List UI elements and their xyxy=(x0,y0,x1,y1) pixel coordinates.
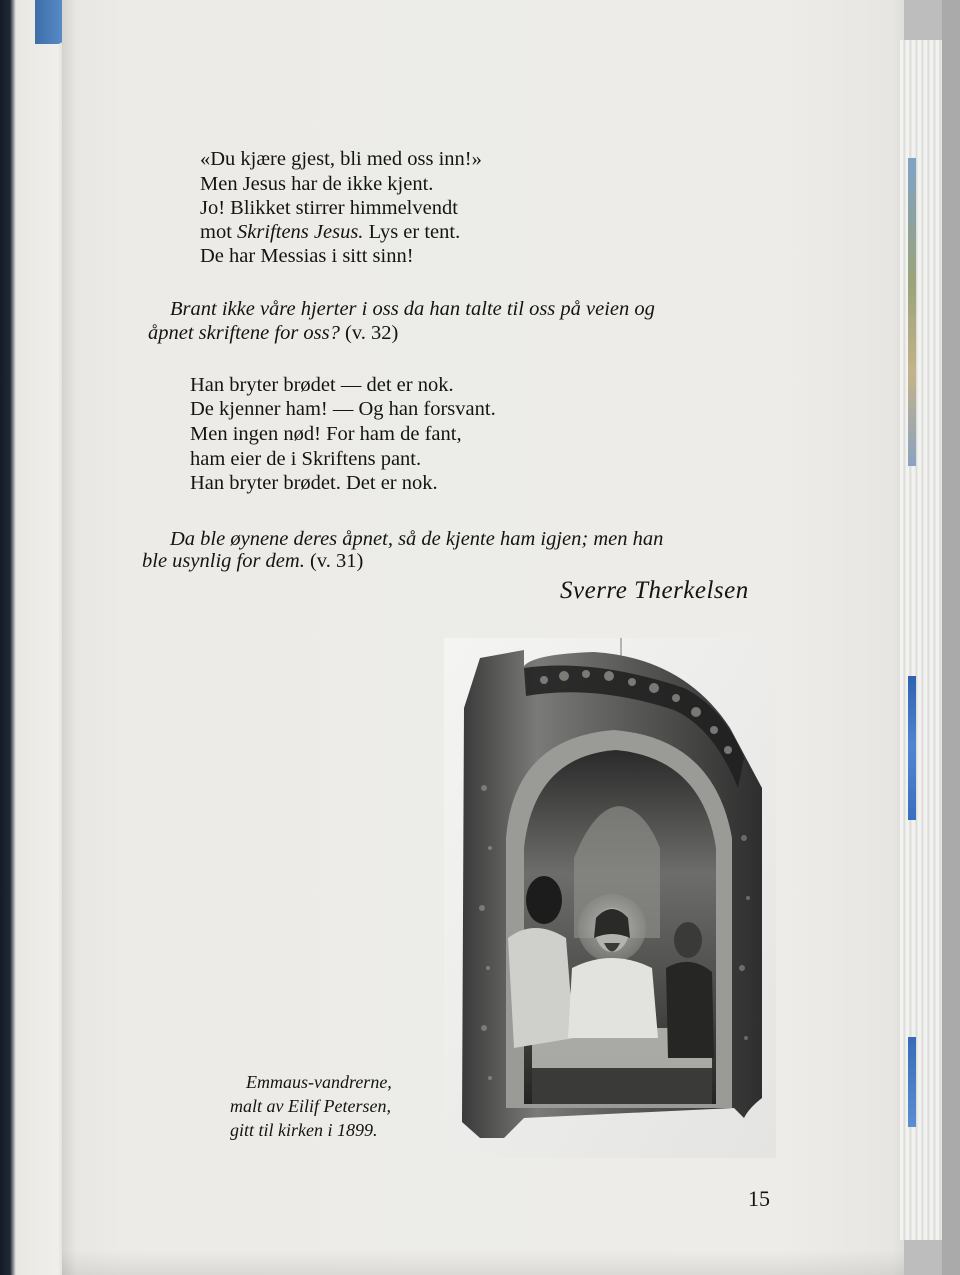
scripture-quote-line xyxy=(148,321,398,346)
scripture-reference: (v. 32) xyxy=(339,322,399,344)
book-cover-corner xyxy=(35,0,65,44)
photo-caption-line: malt av Eilif Petersen, xyxy=(230,1096,391,1116)
poem-line: De har Messias i sitt sinn! xyxy=(200,245,414,267)
poem-line-part: mot xyxy=(200,221,238,243)
page-edge-colour-2 xyxy=(908,676,916,820)
page-shadow xyxy=(62,1250,904,1275)
scripture-reference: (v. 31) xyxy=(304,550,364,572)
page-edge-colour-1 xyxy=(908,158,916,466)
poem-line-emphasis: Skriftens Jesus. xyxy=(237,221,364,243)
poem-line: Men Jesus har de ikke kjent. xyxy=(200,173,434,195)
page-number: 15 xyxy=(748,1186,770,1211)
poem-line: Han bryter brødet. Det er nok. xyxy=(190,472,438,494)
photo-caption-line: gitt til kirken i 1899. xyxy=(230,1120,378,1140)
table-surface xyxy=(942,0,960,1275)
author-name: Sverre Therkelsen xyxy=(560,577,749,604)
scripture-quote-line: Brant ikke våre hjerter i oss da han talte til oss på veien og xyxy=(170,298,655,320)
poem-line-part: Lys er tent. xyxy=(363,221,461,243)
scripture-quote-text: åpnet skriftene for oss? xyxy=(148,322,340,344)
poem-line xyxy=(200,220,460,245)
scripture-quote-line xyxy=(142,549,363,574)
scripture-quote-text: ble usynlig for dem. xyxy=(142,550,305,572)
facing-page-edge xyxy=(0,0,66,1275)
altarpiece-photo xyxy=(444,638,776,1158)
poem-line: Men ingen nød! For ham de fant, xyxy=(190,423,462,445)
photo-caption-line: Emmaus-vandrerne, xyxy=(246,1072,392,1092)
poem-line: Han bryter brødet — det er nok. xyxy=(190,374,454,396)
scripture-quote-line: Da ble øynene deres åpnet, så de kjente ham igjen; men han xyxy=(170,528,664,550)
page-edge-stack xyxy=(900,40,942,1240)
poem-line: «Du kjære gjest, bli med oss inn!» xyxy=(200,148,482,170)
page-edge-colour-3 xyxy=(908,1037,916,1127)
poem-line: ham eier de i Skriftens pant. xyxy=(190,448,422,470)
poem-line: De kjenner ham! — Og han forsvant. xyxy=(190,398,496,420)
poem-line: Jo! Blikket stirrer himmelvendt xyxy=(200,197,458,219)
